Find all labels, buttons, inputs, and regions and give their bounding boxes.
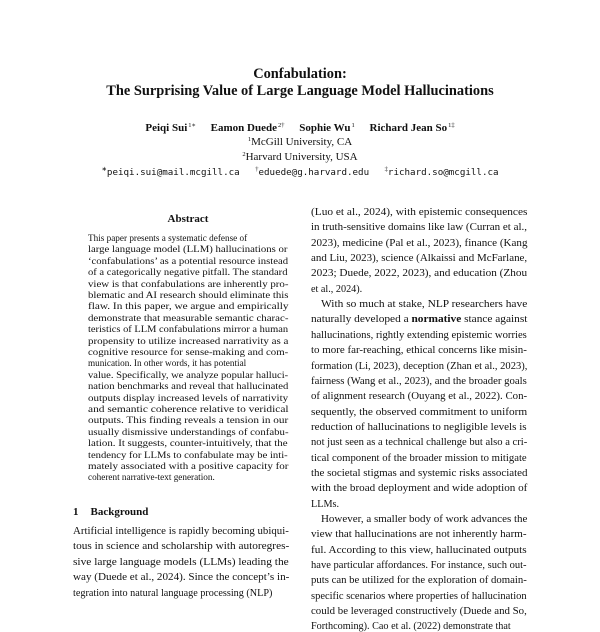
text-line: (Luo et al., 2024), with epistemic consequences — [311, 207, 528, 218]
email: †eduede@g.harvard.edu — [255, 166, 370, 178]
email: ‡richard.so@mcgill.ca — [384, 166, 499, 178]
text-line: demonstrate that measurable semantic charac- — [88, 312, 289, 323]
text-line: and semantic coherence relative to veridical — [88, 404, 289, 414]
author-list — [0, 121, 600, 134]
text-line: in truth-sensitive domains like law (Curran et al., — [311, 222, 528, 234]
text-line: tegration into natural language processing (NLP) — [73, 587, 273, 599]
text-line: value. Specifically, we analyze popular halluci- — [88, 369, 289, 380]
text-line: tendency for LLMs to confabulate may be inti- — [88, 449, 288, 460]
text-line: formation (Li, 2023), deception (Zhan et al., 2023), — [311, 360, 528, 372]
text-line: Artificial intelligence is rapidly becoming ubiqui- — [73, 526, 289, 537]
text-line: Forthcoming). Cao et al. (2022) demonstrate that — [311, 621, 511, 632]
abstract-heading: Abstract — [167, 213, 209, 225]
text-line: With so much at stake, NLP researchers have — [321, 299, 528, 311]
text-line: et al., 2024). — [311, 283, 363, 295]
text-line: have particular affordances. For instance, such out- — [311, 560, 527, 572]
text-line: outputs display increased levels of narrativity — [88, 392, 289, 403]
author: Eamon Duede$^{2\dagger}$ — [210, 122, 285, 134]
text-line: propensity to utilize increased narrativity as a — [88, 335, 289, 346]
text-line: fairness (Wang et al., 2023), and the broader goals — [311, 375, 527, 387]
text-line: way (Duede et al., 2024). Since the concept’s in- — [73, 572, 290, 584]
text-line: However, a smaller body of work advances the — [321, 514, 528, 525]
paper-title-line-2: The Surprising Value of Large Language Model Hallucinations — [106, 83, 494, 99]
text-line: not just seen as a technical challenge but also a cri- — [311, 437, 528, 449]
text-line: to more far-reaching, ethical concerns like misin- — [311, 345, 527, 357]
text-line: view is that confabulations are inherently pro- — [88, 278, 289, 289]
text-line: cognitive resource for sense-making and com- — [88, 347, 289, 357]
text-line: could be leveraged constructively (Duede and So, — [311, 606, 527, 618]
author: Peiqi Sui$^{1∗}$ — [145, 122, 196, 134]
text-line: teristics of LLM confabulations mirror a human — [88, 324, 289, 335]
section-title: Background — [90, 506, 149, 518]
text-line: of alignment research (Ouyang et al., 2022). Con- — [311, 391, 528, 403]
text-line: large language model (LLM) hallucinations or — [88, 244, 288, 255]
text-line: tical component of the broader mission to mitigate — [311, 452, 527, 464]
affiliation: $^1$McGill University, CA — [247, 136, 353, 148]
text-line: lation. It suggests, counter-intuitively, that the — [88, 438, 288, 449]
author: Sophie Wu$^1$ — [299, 122, 355, 134]
text-line: view that hallucinations are not inherently harm- — [311, 529, 527, 541]
text-line: with the broad deployment and wide adoption of — [311, 483, 528, 495]
text-line: and Liu, 2023), science (Alkaissi and McFarlane, — [311, 253, 528, 265]
text-line: puts can be utilized for the exploration of domain- — [311, 575, 527, 587]
author: Richard Jean $So^{1\ddagger}$ — [369, 122, 455, 134]
text-line: ful. According to this view, hallucinated outputs — [311, 544, 527, 556]
text-line: sequently, the observed commitment to uniform — [311, 406, 528, 418]
text-line: blematic and AI research should eliminate this — [88, 290, 289, 300]
text-line: munication. In other words, it has potential — [88, 358, 247, 369]
section-number: 1 — [73, 506, 79, 518]
paper-title-line-1: Confabulation: — [253, 66, 347, 82]
text-line: LLMs. — [311, 498, 340, 510]
text-line: the societal stigmas and systemic risks associated — [311, 467, 528, 479]
affiliation: $^2$Harvard University, USA — [242, 151, 358, 163]
text-line: ‘confabulations’ as a potential resource instead — [88, 255, 289, 266]
text-line: tous in science and scholarship with autoregres- — [73, 541, 290, 553]
text-line: sive large language models (LLMs) leading the — [73, 556, 289, 568]
text-line: 2023; Duede, 2022, 2023), and education (Zhou — [311, 268, 528, 280]
text-line: This paper presents a systematic defense of — [88, 233, 248, 243]
text-line: coherent narrative-text generation. — [88, 472, 215, 483]
author-emails — [0, 165, 600, 178]
section-heading — [73, 506, 148, 518]
text-line: 2023), medicine (Pal et al., 2023), finance (Kang — [311, 237, 528, 249]
text-line: hallucinations, rightly extending epistemic worries — [311, 329, 527, 341]
text-line: naturally developed a normative stance against — [311, 314, 528, 326]
text-line: of a categorically negative pitfall. The standard — [88, 267, 288, 278]
email: ∗peiqi.sui@mail.mcgill.ca — [101, 166, 240, 178]
text-line: flaw. In this paper, we argue and empirically — [88, 301, 289, 312]
text-line: outputs. This finding reveals a tension in our — [88, 415, 289, 426]
text-line: reduction of hallucinations to negligible levels is — [311, 421, 527, 433]
text-line: nation benchmarks and reveal that hallucinated — [88, 381, 289, 392]
text-line: mately associated with a positive capacity for — [88, 461, 289, 471]
text-line: usually dismissive understandings of confabu- — [88, 426, 289, 437]
text-line: specific scenarios where properties of hallucination — [311, 590, 527, 602]
